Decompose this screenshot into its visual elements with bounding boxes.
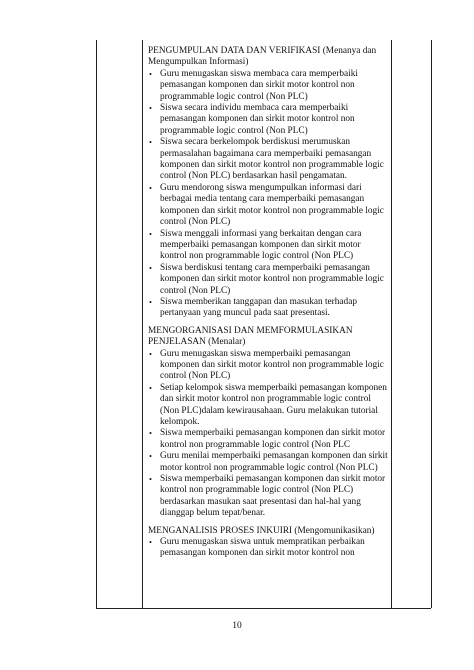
bullet-icon: • — [149, 348, 152, 359]
bullet-icon: • — [149, 382, 152, 393]
table-column-divider-1 — [142, 40, 143, 608]
table-column-divider-2 — [391, 40, 392, 608]
bullet-icon: • — [149, 428, 152, 439]
list-item: • Guru menugaskan siswa memperbaiki pemasangan komponen dan sirkit motor kontrol non programmable logic control (Non PLC) — [149, 348, 384, 382]
list-item: • Guru menilai memperbaiki pemasangan komponen dan sirkit motor kontrol non programmable logic control (Non PLC) — [149, 451, 388, 473]
activity-list — [148, 349, 388, 520]
list-item: • Siswa berdiskusi tentang cara memperbaiki pemasangan komponen dan sirkit motor kontrol non programmable logic control (Non PLC) — [149, 262, 384, 296]
table-border-left — [96, 40, 97, 608]
bullet-icon: • — [149, 103, 152, 114]
list-item: • Guru menugaskan siswa untuk mempratikan perbaikan pemasangan komponen dan sirkit motor kontrol non — [149, 537, 365, 559]
section-data-collection — [148, 46, 388, 320]
table-border-right — [431, 40, 432, 608]
section-heading: PENGUMPULAN DATA DAN VERIFIKASI (Menanya dan Mengumpulkan Informasi) — [148, 46, 377, 68]
bullet-icon: • — [149, 262, 152, 273]
list-item: • Setiap kelompok siswa memperbaiki pemasangan komponen dan sirkit motor kontrol non programmable logic control (Non PLC)dalam kewirausahaan. Guru melakukan tutorial kelompok. — [149, 382, 387, 427]
list-item: • Siswa menggali informasi yang berkaitan dengan cara memperbaiki pemasangan komponen dan sirkit motor kontrol non programmable logic control (Non PLC) — [149, 228, 362, 262]
list-item: • Siswa secara individu membaca cara memperbaiki pemasangan komponen dan sirkit motor kontrol non programmable logic control (Non PLC) — [149, 103, 355, 136]
list-item: • Siswa memperbaiki pemasangan komponen dan sirkit motor kontrol non programmable logic control (Non PLC — [149, 428, 386, 450]
bullet-icon: • — [149, 451, 152, 462]
activity-cell — [148, 46, 388, 560]
section-organize-explain — [148, 326, 388, 520]
bullet-icon: • — [149, 182, 152, 193]
section-heading: MENGORGANISASI DAN MEMFORMULASIKAN PENJELASAN (Menalar) — [148, 325, 353, 348]
bullet-icon: • — [149, 296, 152, 307]
bullet-icon: • — [149, 137, 152, 148]
activity-list — [148, 537, 388, 560]
bullet-icon: • — [149, 228, 152, 239]
list-item: • Guru mendorong siswa mengumpulkan informasi dari berbagai media tentang cara memperbaiki pemasangan komponen dan sirkit motor kontrol non programmable logic control (Non PLC) — [149, 182, 384, 228]
list-item: • Guru menugaskan siswa membaca cara memperbaiki pemasangan komponen dan sirkit motor kontrol non programmable logic control (Non PLC) — [149, 68, 358, 102]
page-number: 10 — [232, 621, 242, 631]
table-border-bottom — [96, 608, 431, 609]
list-item: • Siswa secara berkelompok berdiskusi merumuskan permasalahan bagaimana cara memperbaiki pemasangan komponen dan sirkit motor kontrol non programmable logic control (Non PLC) berdasarkan hasil pengamatan. — [149, 137, 384, 182]
bullet-icon: • — [149, 537, 152, 548]
bullet-icon: • — [149, 68, 152, 79]
bullet-icon: • — [149, 474, 152, 485]
list-item: • Siswa memberikan tanggapan dan masukan terhadap pertanyaan yang muncul pada saat presentasi. — [149, 296, 357, 319]
section-heading: MENGANALISIS PROSES INKUIRI (Mengomunikasikan) — [148, 525, 375, 536]
activity-list — [148, 69, 388, 320]
section-inquiry-analysis — [148, 526, 388, 560]
list-item: • Siswa memperbaiki pemasangan komponen dan sirkit motor kontrol non programmable logic control (Non PLC) berdasarkan masukan saat presentasi dan hal-hal yang dianggap belum tepat/benar. — [149, 474, 386, 519]
